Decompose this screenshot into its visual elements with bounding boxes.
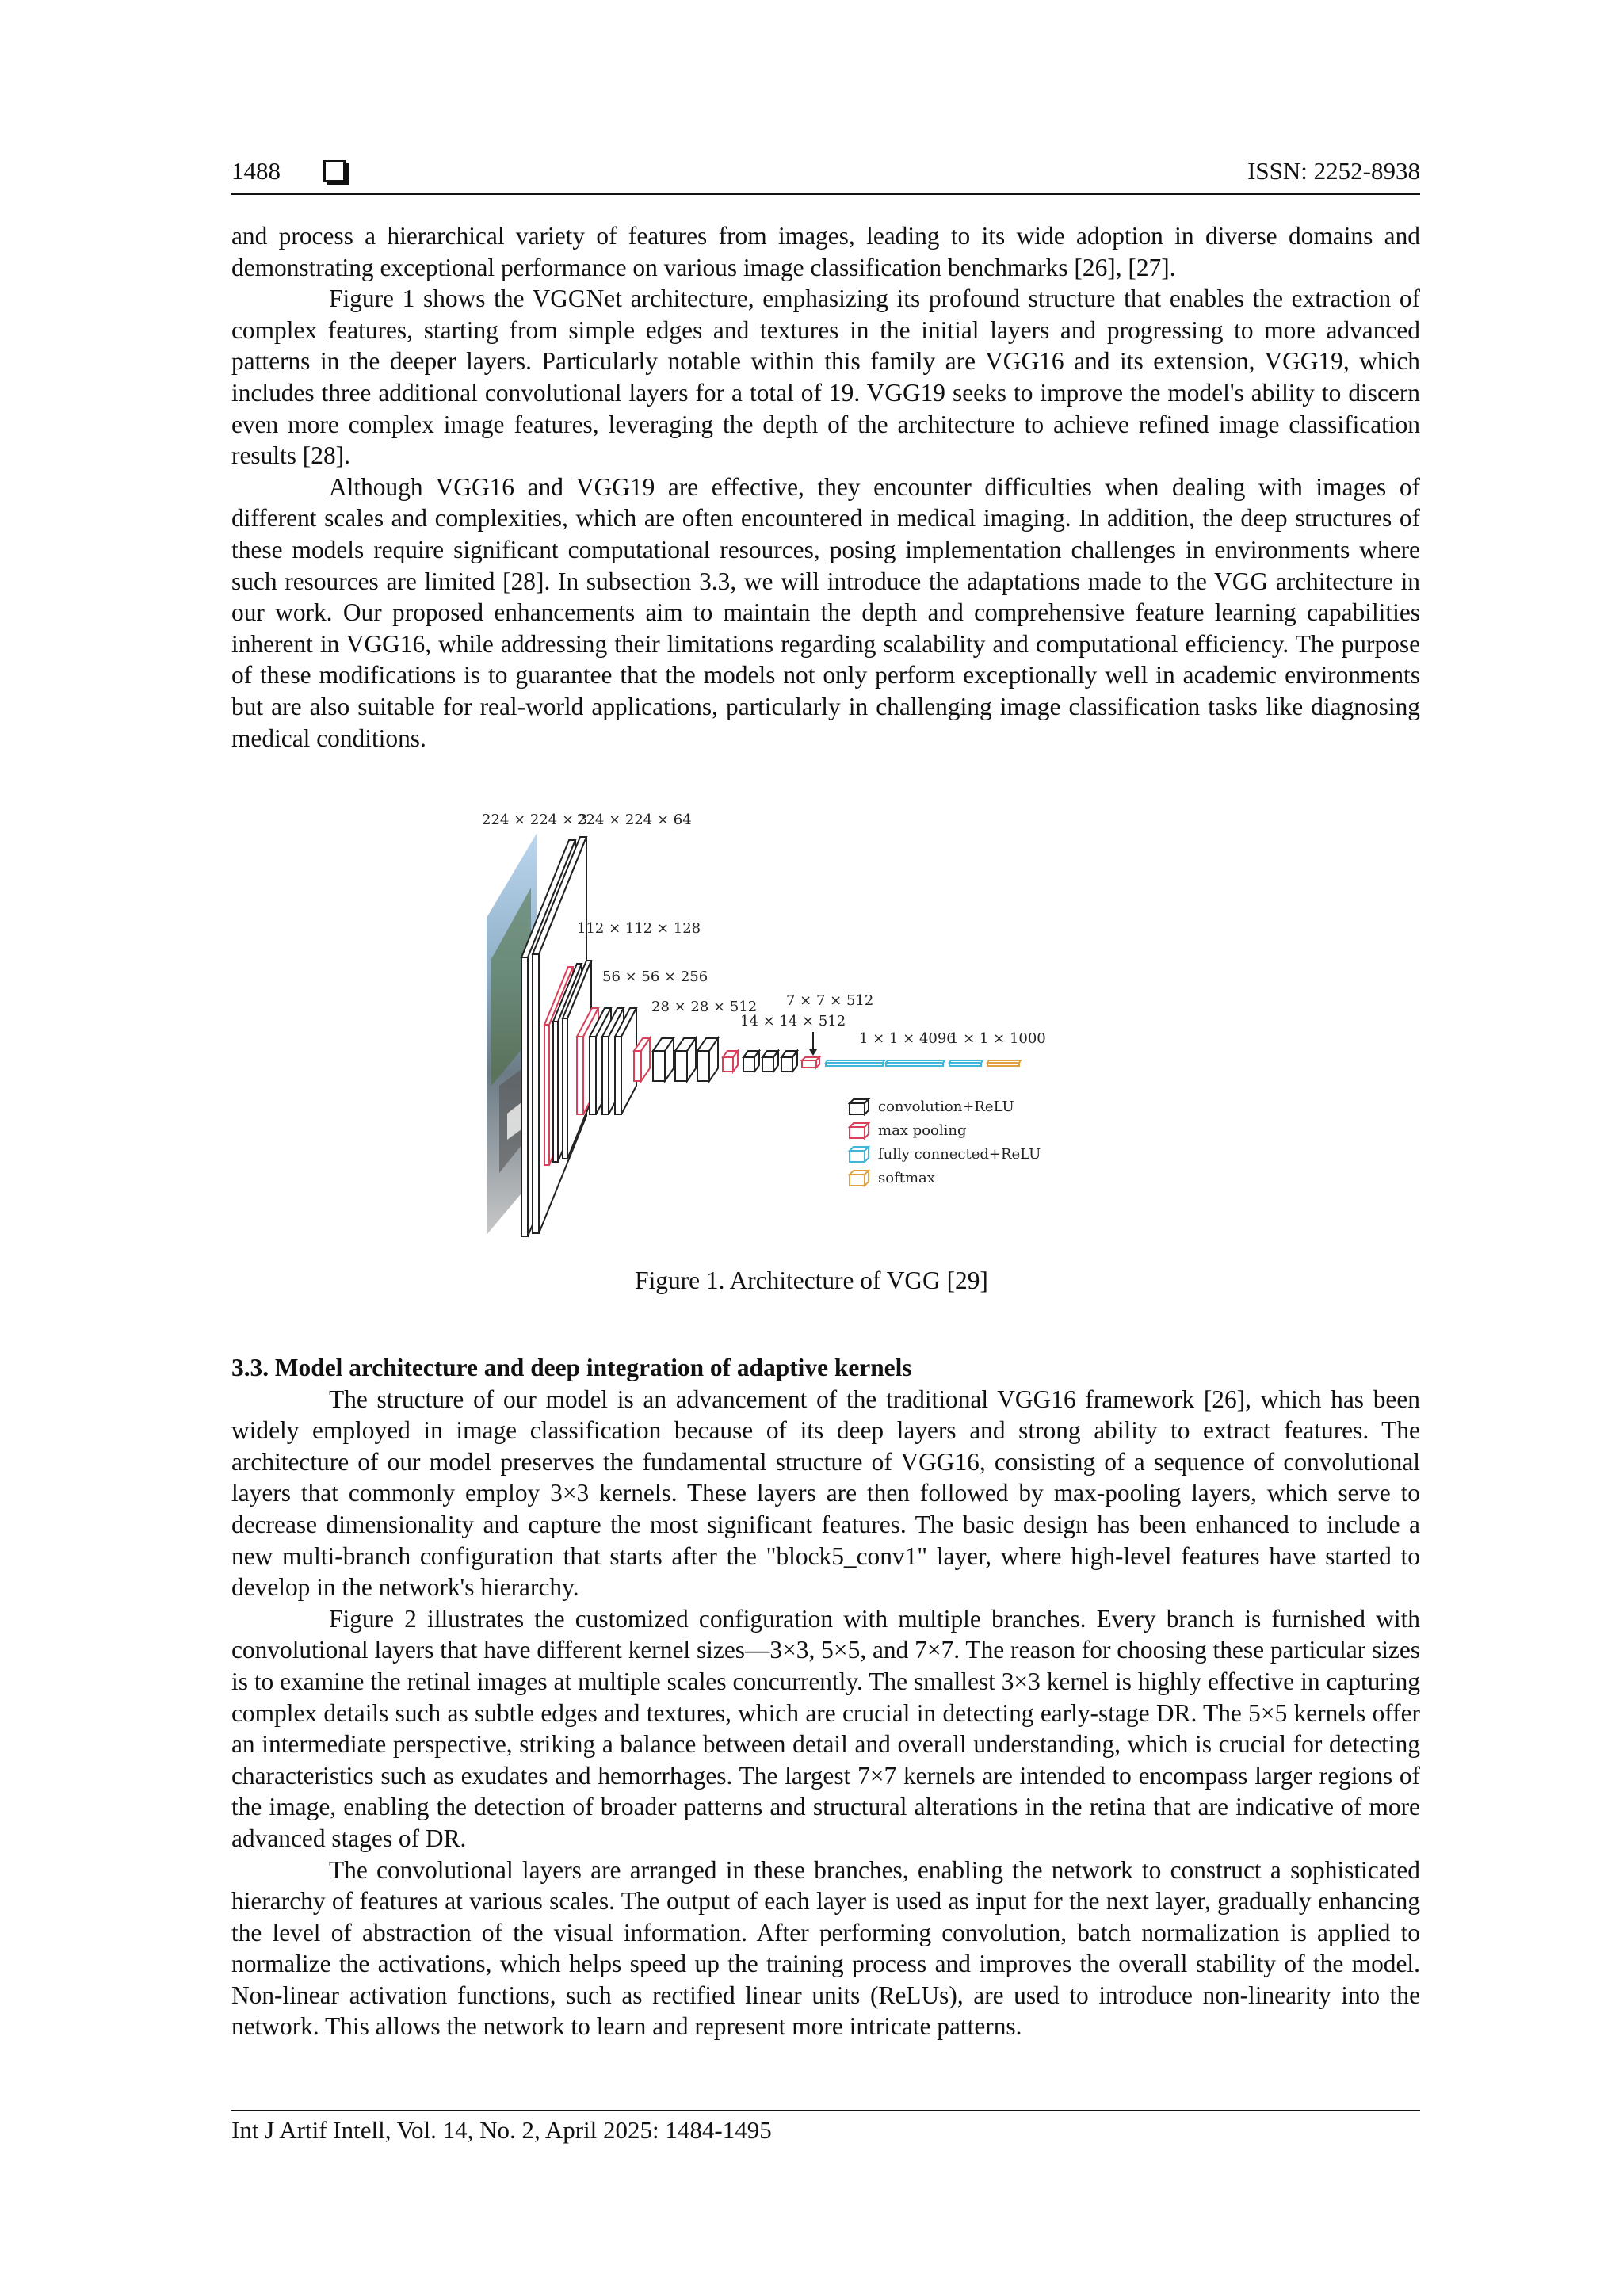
legend-label-conv: convolution+ReLU (878, 1098, 1014, 1115)
conv-block-3 (577, 1008, 636, 1114)
body-text-top (231, 220, 1420, 754)
label-conv5: 14 × 14 × 512 (740, 1013, 846, 1030)
label-input: 224 × 224 × 3 (482, 812, 588, 828)
label-pool5: 7 × 7 × 512 (786, 992, 874, 1009)
label-output: 1 × 1 × 1000 (949, 1030, 1046, 1047)
label-conv3: 56 × 56 × 256 (602, 968, 708, 985)
conv-block-5 (723, 1051, 797, 1072)
legend-swatch-softmax (850, 1171, 869, 1186)
arrow-head-icon (809, 1049, 817, 1056)
softmax-layer (987, 1060, 1021, 1066)
square-bullet-icon (323, 160, 346, 182)
label-conv4: 28 × 28 × 512 (651, 999, 758, 1015)
footer-rule (231, 2110, 1420, 2111)
figure-legend (850, 1098, 1041, 1186)
paragraph: Figure 1 shows the VGGNet architecture, emphasizing its profound structure that enables the extraction of complex features, starting from simple edges and textures in the initial layers and progressing to more advanced patterns in the deeper layers. Particularly notable within this family are VGG16 and its extension, VGG19, which includes three additional convolutional layers for a total of 19. VGG19 seeks to improve the model's ability to discern even more complex image features, leveraging the depth of the architecture to achieve refined image classification results [28]. (231, 285, 1420, 470)
paragraph: The convolutional layers are arranged in these branches, enabling the network to construct a sophisticated hierarchy of features at various scales. The output of each layer is used as input for the next layer, gradually enhancing the level of abstraction of the visual information. After performing convolution, batch normalization is applied to normalize the activations, which helps speed up the training process and improves the overall stability of the model. Non-linear activation functions, such as rectified linear units (ReLUs), are used to introduce non-linearity into the network. This allows the network to learn and represent more intricate patterns. (231, 1855, 1420, 2041)
label-conv1: 224 × 224 × 64 (577, 812, 692, 828)
figure-vgg-architecture (475, 800, 1189, 1244)
section-heading: 3.3. Model architecture and deep integration of adaptive kernels (231, 1354, 912, 1381)
legend-swatch-pool (850, 1123, 869, 1138)
pool-5 (802, 1057, 819, 1068)
label-fc: 1 × 1 × 4096 (859, 1030, 956, 1047)
footer-citation: Int J Artif Intell, Vol. 14, No. 2, April 2025: 1484-1495 (231, 2116, 772, 2144)
legend-label-pool: max pooling (878, 1122, 967, 1139)
issn: ISSN: 2252-8938 (1247, 157, 1420, 185)
paragraph: and process a hierarchical variety of features from images, leading to its wide adoption in diverse domains and demonstrating exceptional performance on various image classification benchmarks [26], [27]. (231, 222, 1420, 281)
paragraph: The structure of our model is an advancement of the traditional VGG16 framework [26], which has been widely employed in image classification because of its deep layers and strong ability to extract features. The architecture of our model preserves the fundamental structure of VGG16, consisting of a sequence of convolutional layers that commonly employ 3×3 kernels. These layers are then followed by max-pooling layers, which serve to decrease dimensionality and capture the most significant features. The basic design has been enhanced to include a new multi-branch configuration that starts after the "block5_conv1" layer, where high-level features have started to develop in the network's hierarchy. (231, 1385, 1420, 1602)
running-header (231, 155, 1420, 192)
legend-label-fc: fully connected+ReLU (878, 1146, 1041, 1163)
legend-label-softmax: softmax (878, 1170, 935, 1186)
fc-layers (826, 1060, 983, 1066)
legend-swatch-conv (850, 1099, 869, 1114)
header-rule (231, 193, 1420, 195)
label-conv2: 112 × 112 × 128 (577, 920, 701, 937)
conv-block-4 (634, 1038, 718, 1081)
paragraph: Figure 2 illustrates the customized configuration with multiple branches. Every branch is furnished with convolutional layers that have different kernel sizes—3×3, 5×5, and 7×7. The reason for choosing these particular sizes is to examine the retinal images at multiple scales concurrently. The smallest 3×3 kernel is highly effective in capturing complex details such as subtle edges and textures, which are crucial in detecting early-stage DR. The 5×5 kernels offer an intermediate perspective, striking a balance between detail and overall understanding, which is crucial for detecting characteristics such as exudates and hemorrhages. The largest 7×7 kernels are intended to encompass larger regions of the image, enabling the detection of broader patterns and structural alterations in the retina that are indicative of more advanced stages of DR. (231, 1604, 1420, 1852)
figure-caption: Figure 1. Architecture of VGG [29] (635, 1266, 988, 1294)
page-number: 1488 (231, 157, 281, 185)
paragraph: Although VGG16 and VGG19 are effective, they encounter difficulties when dealing with images of different scales and complexities, which are often encountered in medical imaging. In addition, the deep structures of these models require significant computational resources, posing implementation challenges in environments where such resources are limited [28]. In subsection 3.3, we will introduce the adaptations made to the VGG architecture in our work. Our proposed enhancements aim to maintain the depth and comprehensive feature learning capabilities inherent in VGG16, while addressing their limitations regarding scalability and computational efficiency. The purpose of these modifications is to guarantee that the models not only perform exceptionally well in academic environments but are also suitable for real-world applications, particularly in challenging image classification tasks like diagnosing medical conditions. (231, 472, 1420, 752)
legend-swatch-fc (850, 1147, 869, 1162)
section-3-3 (231, 1352, 1420, 2042)
